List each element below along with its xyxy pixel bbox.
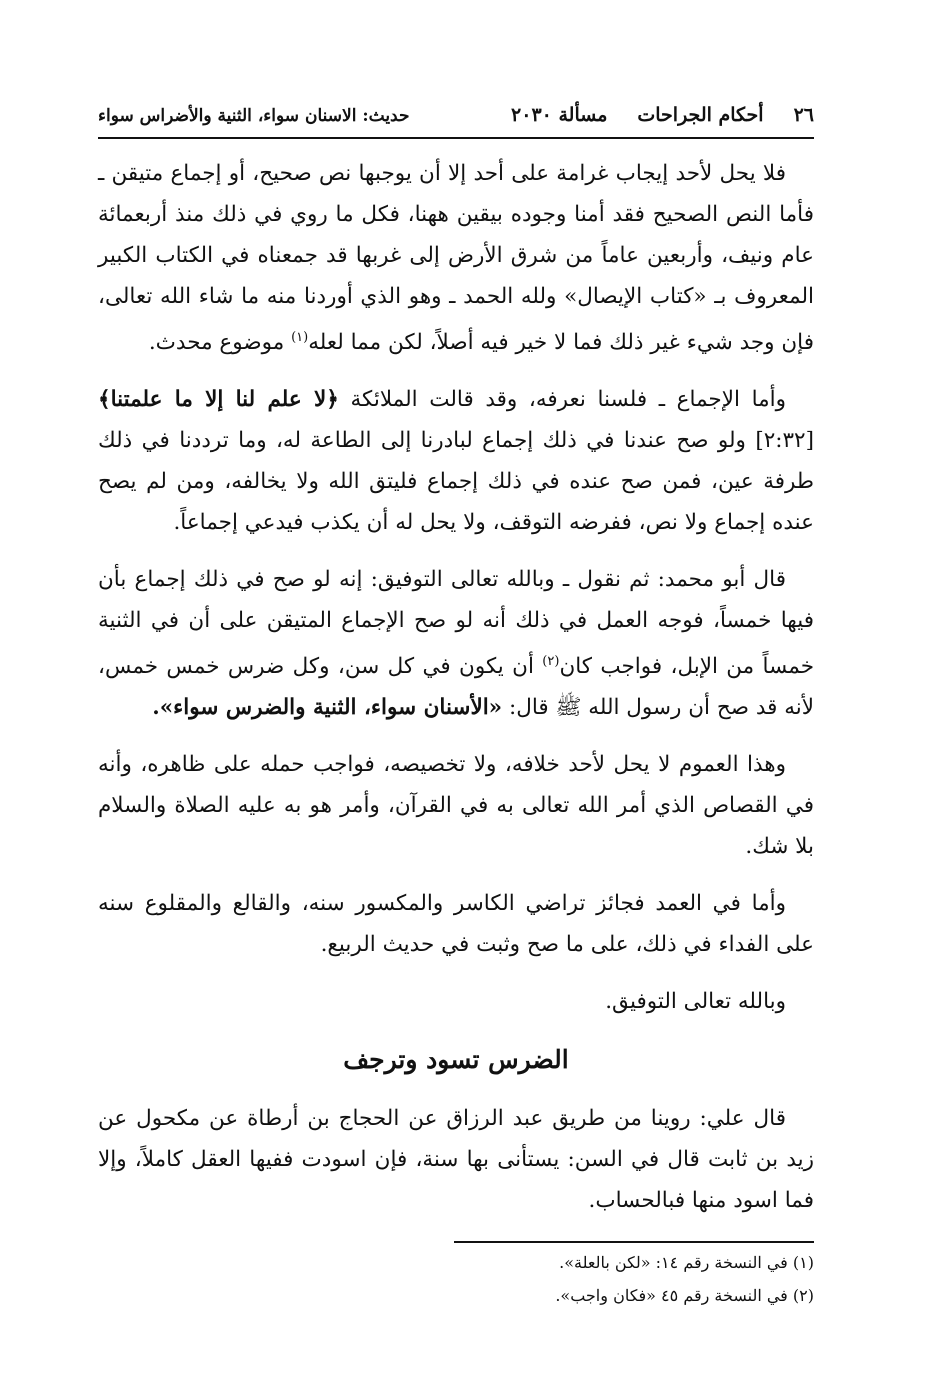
footnote-ref-2: (٢) bbox=[542, 654, 560, 670]
footnote-1: (١) في النسخة رقم ١٤: «لكن بالعلة». bbox=[559, 1253, 814, 1273]
paragraph-text: وأما في العمد فجائز تراضي الكاسر والمكسور سنه، والقالع والمقلوع سنه على الفداء في ذلك، على ما صح وثبت في حديث الربيع. bbox=[98, 891, 814, 958]
footnote-ref-1: (١) bbox=[291, 330, 309, 345]
paragraph-text: موضوع محدث. bbox=[148, 330, 292, 356]
paragraph-text: وأما الإجماع ـ فلسنا نعرفه، وقد قالت الملائكة bbox=[338, 387, 786, 413]
page-number: ٢٦ bbox=[793, 104, 814, 126]
section-paragraph: قال علي: روينا من طريق عبد الرزاق عن الحجاج بن أرطاة عن مكحول عن زيد بن ثابت قال في السن: يستأنى بها سنة، فإن اسودت ففيها العقل كاملاً، وإلا فما اسود منها فبالحساب. bbox=[98, 1106, 814, 1214]
hadith-quote: «الأسنان سواء، الثنية والضرس سواء». bbox=[152, 695, 503, 721]
header-right-group bbox=[511, 100, 814, 130]
footnote-2: (٢) في النسخة رقم ٤٥ «فكان واجب». bbox=[555, 1286, 814, 1306]
running-header bbox=[98, 100, 814, 139]
footnote-rule bbox=[454, 1241, 814, 1243]
paragraph-text: أن يكون في كل سن، وكل ضرس خمس خمس، لأنه قد صح أن رسول الله ﷺ قال: bbox=[98, 654, 814, 721]
paragraph-text: [٢:٣٢] ولو صح عندنا في ذلك إجماع لبادرنا إلى الطاعة له، وما ترددنا في ذلك طرفة عين، فمن صح عنده في ذلك إجماع فليتق الله ولا يخالفه، ومن لم يصح عنده إجماع ولا نص، ففرضه التوقف، ولا يحل له أن يكذب فيدعي إجماعاً. bbox=[98, 428, 814, 536]
paragraph-2 bbox=[98, 379, 814, 543]
paragraph-text: وهذا العموم لا يحل لأحد خلافه، ولا تخصيصه، فواجب حمله على ظاهره، وأنه في القصاص الذي أمر الله تعالى به في القرآن، وأمر هو به عليه الصلاة والسلام بلا شك. bbox=[98, 752, 814, 860]
paragraph-3 bbox=[98, 559, 814, 728]
footnotes bbox=[98, 1241, 814, 1309]
paragraph-4 bbox=[98, 744, 814, 867]
hadith-title: حديث: الاسنان سواء، الثنية والأضراس سواء bbox=[98, 106, 410, 126]
paragraph-5 bbox=[98, 883, 814, 965]
quran-quote: ﴿لا علم لنا إلا ما علمتنا﴾ bbox=[98, 387, 339, 413]
paragraph-text: قال أبو محمد: ثم نقول ـ وبالله تعالى التوفيق: إنه لو صح في ذلك إجماع بأن فيها خمساً، فوجه العمل في ذلك أنه لو صح الإجماع المتيقن على أن في الثنية خمساً من الإبل، فواجب كان bbox=[98, 567, 814, 680]
book-page bbox=[98, 100, 814, 1309]
paragraph-text: وبالله تعالى التوفيق. bbox=[605, 989, 786, 1015]
book-title: أحكام الجراحات bbox=[637, 104, 764, 126]
section-title: الضرس تسود وترجف bbox=[343, 1045, 569, 1075]
paragraph-1 bbox=[98, 153, 814, 363]
paragraph-text: فلا يحل لأحد إيجاب غرامة على أحد إلا أن يوجبها نص صحيح، أو إجماع متيقن ـ فأما النص الصحيح فقد أمنا وجوده بيقين ههنا، فكل ما روي في ذلك منذ أربعمائة عام ونيف، وأربعين عاماً من شرق الأرض إلى غربها قد جمعناه في الكتاب الكبير المعروف بـ «كتاب الإيصال» ولله الحمد ـ وهو الذي أوردنا منه ما شاء الله تعالى، فإن وجد شيء غير ذلك فما لا خير فيه أصلاً، لكن مما لعله bbox=[98, 161, 814, 356]
issue-number: مسألة ٢٠٣٠ bbox=[511, 104, 608, 126]
page-body bbox=[98, 153, 814, 1221]
paragraph-6 bbox=[98, 981, 814, 1022]
